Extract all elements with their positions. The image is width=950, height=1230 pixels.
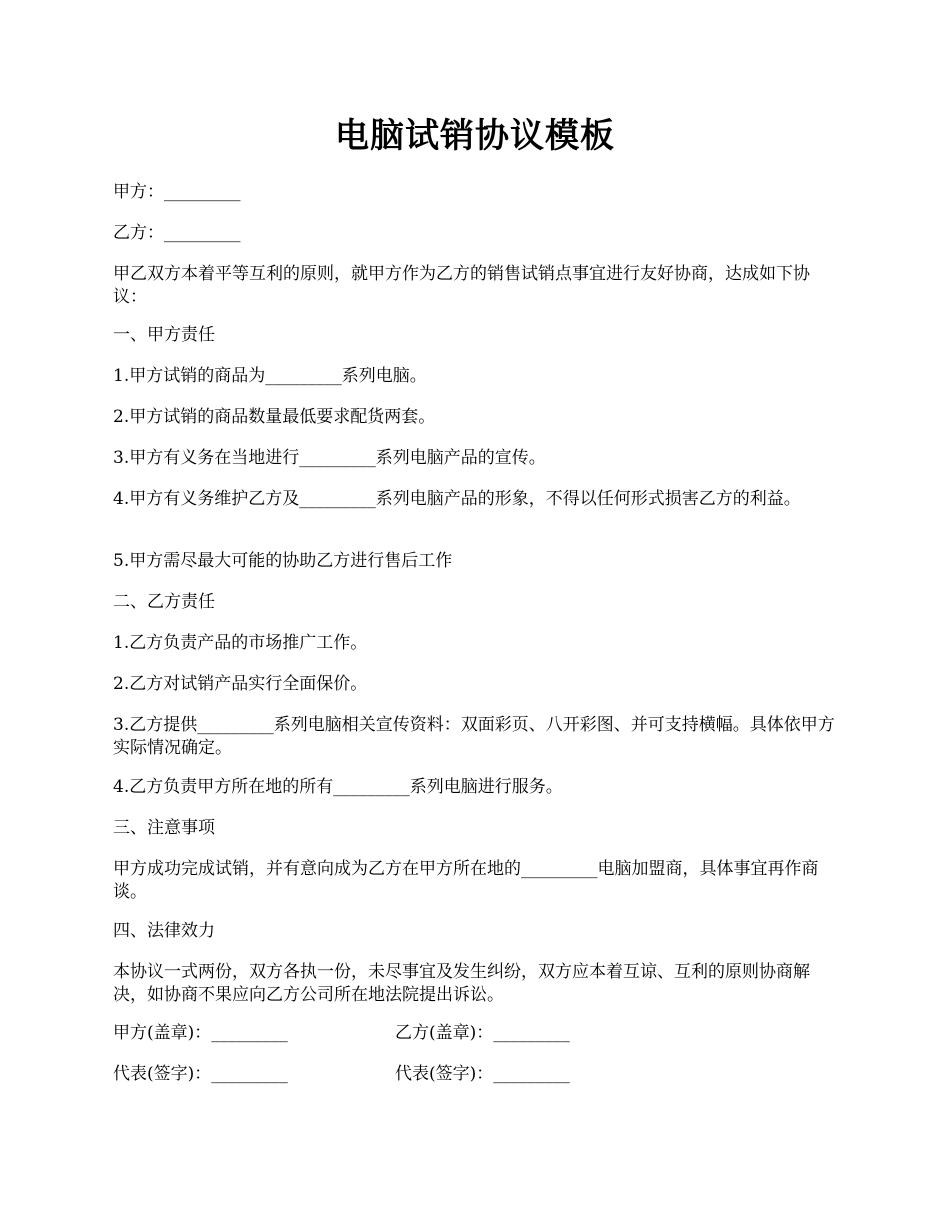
section-heading: 四、法律效力 [113,921,215,941]
party-b-seal-line: 乙方(盖章)：_________ [395,1023,570,1043]
clause-item: 3.甲方有义务在当地进行_________系列电脑产品的宣传。 [113,448,546,468]
clause-item: 4.甲方有义务维护乙方及_________系列电脑产品的形象，不得以任何形式损害乙方的利益。 [113,489,801,509]
section-heading: 三、注意事项 [113,818,215,838]
clause-item: 4.乙方负责甲方所在地的所有_________系列电脑进行服务。 [113,777,563,797]
party-b-line: 乙方：_________ [113,223,241,243]
clause-item: 1.甲方试销的商品为_________系列电脑。 [113,366,427,386]
clause-item: 2.乙方对试销产品实行全面保价。 [113,674,368,694]
section-heading: 二、乙方责任 [113,592,215,612]
clause-item: 2.甲方试销的商品数量最低要求配货两套。 [113,407,436,427]
party-a-line: 甲方：_________ [113,182,241,202]
clause-item: 1.乙方负责产品的市场推广工作。 [113,633,368,653]
document-title: 电脑试销协议模板 [335,116,615,156]
section-paragraph: 本协议一式两份，双方各执一份，未尽事宜及发生纠纷，双方应本着互谅、互利的原则协商解决，如协商不果应向乙方公司所在地法院提出诉讼。 [113,962,810,1005]
section-paragraph: 甲方成功完成试销，并有意向成为乙方在甲方所在地的_________电脑加盟商，具体事宜再作商谈。 [113,859,819,902]
clause-item: 5.甲方需尽最大可能的协助乙方进行售后工作 [113,551,453,571]
party-b-representative-line: 代表(签字)：_________ [395,1064,570,1084]
clause-item: 3.乙方提供_________系列电脑相关宣传资料：双面彩页、八开彩图、并可支持横幅。具体依甲方实际情况确定。 [113,715,835,758]
party-a-seal-line: 甲方(盖章)：_________ [113,1023,288,1043]
party-a-representative-line: 代表(签字)：_________ [113,1064,288,1084]
section-heading: 一、甲方责任 [113,325,215,345]
preamble-paragraph: 甲乙双方本着平等互利的原则，就甲方作为乙方的销售试销点事宜进行友好协商，达成如下协议： [113,264,810,307]
